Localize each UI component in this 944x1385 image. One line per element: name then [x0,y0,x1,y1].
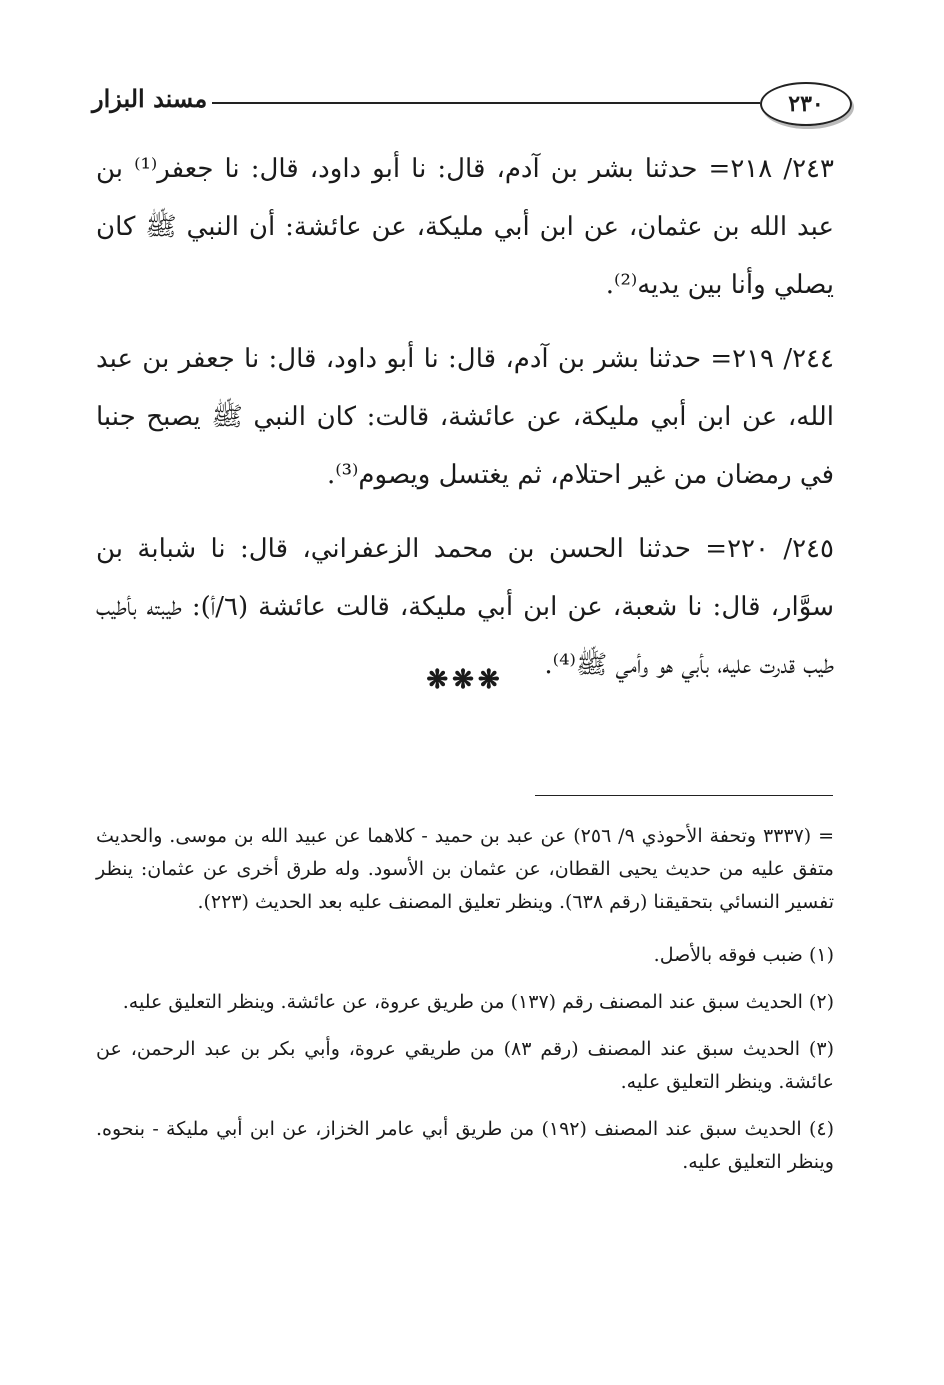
hadith-paragraph: ٢٤٥/ ٢٢٠= حدثنا الحسن بن محمد الزعفراني، قال: نا شبابة بن سوَّار، قال: نا شعبة، عن ابن أبي مليكة، قالت عائشة (٦/أ): طيبته بأطيب طيب قدرت عليه، بأبي هو وأمي ﷺ⁽⁴⁾. [96,534,834,680]
footnote-1: (١) ضبب فوقه بالأصل. [653,944,834,966]
section-separator: ❋❋❋ [426,665,504,695]
footnote-2: (٢) الحديث سبق عند المصنف رقم (١٣٧) من طريق عروة، عن عائشة. وينظر التعليق عليه. [122,991,834,1013]
header-rule [212,102,760,104]
footnote-4: (٤) الحديث سبق عند المصنف (١٩٢) من طريق أبي عامر الخزاز، عن ابن أبي مليكة - بنحوه. وينظر التعليق عليه. [96,1118,835,1173]
footnote-rule [535,795,833,796]
main-text [96,140,834,710]
hadith-paragraph: ٢٤٤/ ٢١٩= حدثنا بشر بن آدم، قال: نا أبو داود، قال: نا جعفر بن عبد الله، عن ابن أبي مليكة، عن عائشة، قالت: كان النبي ﷺ يصبح جنبا في رمضان من غير احتلام، ثم يغتسل ويصوم⁽³⁾. [96,344,834,490]
footnote-3: (٣) الحديث سبق عند المصنف (رقم ٨٣) من طريقي عروة، وأبي بكر بن عبد الرحمن، عن عائشة. وينظر التعليق عليه. [96,1038,834,1093]
hadith-paragraph: ٢٤٣/ ٢١٨= حدثنا بشر بن آدم، قال: نا أبو داود، قال: نا جعفر⁽¹⁾ بن عبد الله بن عثمان، عن ابن أبي مليكة، عن عائشة: أن النبي ﷺ كان يصلي وأنا بين يديه⁽²⁾. [96,154,834,300]
book-title: مسند البزار [92,84,208,113]
page-header [92,78,852,128]
footnotes [96,820,834,1193]
page-number: ٢٣٠ [760,82,852,126]
footnote-continuation: = (٣٣٣٧ وتحفة الأحوذي ٩/ ٢٥٦) عن عبد بن حميد - كلاهما عن عبيد الله بن موسى. والحديث متفق عليه من حديث يحيى القطان، عن عثمان بن الأسود. وله طرق أخرى عن عثمان: ينظر تفسير النسائي بتحقيقنا (رقم ٦٣٨). وينظر تعليق المصنف عليه بعد الحديث (٢٢٣). [96,825,834,913]
